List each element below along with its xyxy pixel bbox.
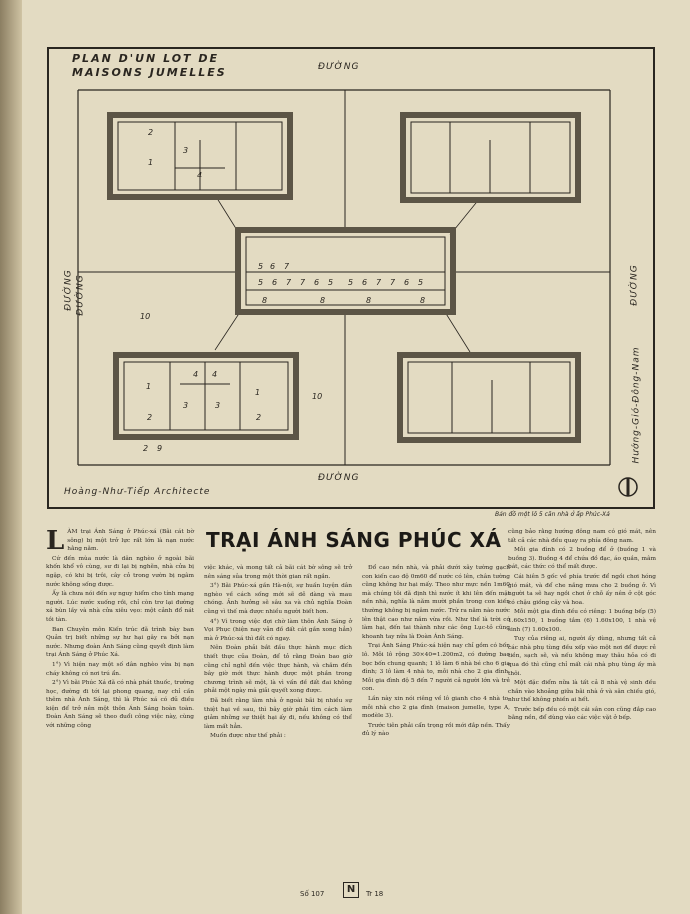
article-headline: TRẠI ÁNH SÁNG PHÚC XÁ [206,528,502,552]
room-number: 5 [258,262,264,271]
drop-cap: L [46,526,65,556]
house-bottom-right [400,355,578,440]
wind-direction-label: Hướng-Gió-Đông-Nam [631,346,642,464]
plan-title: PLAN D'UN LOT DE MAISONS JUMELLES [72,52,227,79]
room-number: 2 [148,128,154,137]
paragraph: cũng bảo rằng hướng đông nam có gió mát, nên tất cả các nhà đều quay ra phía đông nam. [508,529,656,544]
paragraph: Ban Chuyên môn Kiến trúc đã trình bày ban Quản trị biết những sự hư hại gây ra bởi nạn nước. Nhưng đoàn Ánh Sáng cũng quyết định làm trại Ánh Sáng ở Phúc Xá. [46,626,194,659]
room-number: 3 [183,401,189,410]
road-label-left-2: ĐƯỜNG [75,274,86,316]
room-number: 4 [193,370,199,379]
yard-number: 10 [140,312,151,321]
house-top-left [110,115,290,197]
paragraph: 2°) Vì bãi Phúc Xá đã có nhà phát thuốc, trường học, đường đi tới lại phong quang, nay chỉ cần thêm nhà Ánh Sáng, thì là Phúc xá có đủ điều kiện để trở nên một thôn Ánh Sáng hoàn toàn. Đoàn Ánh Sáng sẽ theo đuổi công việc này, cùng với những công [46,680,194,730]
paragraph: Mỗi một gia đình đều có riêng: 1 buồng bếp (5) 1.60x150, 1 buồng tắm (6) 1.60x100, 1 nhà vệ sinh (7) 1.60x100. [508,609,656,633]
room-number: 6 [404,278,410,287]
room-number: 4 [212,370,218,379]
article-column-4 [508,528,656,724]
room-number: 8 [320,296,326,305]
room-number: 6 [314,278,320,287]
magazine-logo: N [343,882,359,898]
issue-number: Số 107 [300,890,325,898]
room-number: 3 [183,146,189,155]
paragraph: Một đặc điểm nữa là tất cả 8 nhà vệ sinh đều chắn vào khoảng giữa bãi nhà ở và sân chiếu gió, như thế không phiền ai hết. [508,680,656,704]
paragraph: Cái hiên 5 gốc về phía trước để ngồi chơi hóng gió mát, và để che nắng mưa cho 2 buồng ở. Vì người ta sẽ hay ngồi chơi ở chỗ ấy nên ở cột góc có chậu giồng cây và hoa. [508,573,656,606]
article-column-2 [204,564,352,742]
room-number: 5 [418,278,424,287]
paragraph: 3°) Bãi Phúc-xá gần Hà-nội, sự huấn luyện dân nghèo về cách sống mới sẽ dễ dàng và mau chóng. Ảnh hưởng sẽ sâu xa và chủ nghĩa Đoàn cũng vì thế mà được nhiều người biết hơn. [204,583,352,615]
paragraph: Muốn được như thế phải : [210,733,286,740]
house-bottom-left [116,355,296,437]
paragraph: Trước tiên phải cẩn trọng rồi mới đắp nền. Thấy đủ lý nào [362,722,510,738]
paragraph: việc khác, và mong tất cả bãi cát bờ sông sẽ trở nên sáng sủa trong một thời gian rất ngắn. [204,565,352,580]
room-number: 8 [420,296,426,305]
room-number: 1 [148,158,154,167]
road-label-top: ĐƯỜNG [318,62,360,72]
room-number: 5 [348,278,354,287]
plan-caption: Bản đồ một lô 5 căn nhà ở ấp Phúc-Xá [495,511,610,518]
page-number: Tr 18 [366,890,384,898]
room-number: 7 [376,278,382,287]
yard-number: 10 [312,392,323,401]
paragraph: Ấy là chưa nói đến sự nguy hiểm cho tính mạng người. Lúc nước xuống rồi, chỉ còn trơ lại đường xá bùn lầy và nhà cửa xiêu vẹo: một cảnh đổ nát tồi tàn. [46,591,194,623]
room-number: 2 [143,444,149,453]
paragraph: Cứ đến mùa nước là dân nghèo ở ngoài bãi khốn khổ vô cùng, sư đi lại bị nghẽn, nhà cửa bị ngập, có khi bị trôi, cây cỏ trong vườn bị ngâm nước không sống được. [46,555,194,588]
paragraph: Mỗi gia đình có 2 buồng để ở (buồng 1 và buồng 3). Buồng 4 để chứa đồ đạc, áo quần, mâm bát, các thức có thể mất được. [508,547,656,571]
paragraph: Trại Ánh Sáng Phúc-xá hiện nay chỉ gồm có bốn lô. Mỗi lô rộng 30×40=1.200m2, có đường bao bọc bốn chung quanh; 1 lô làm 6 nhà bé cho 6 gia đình; 3 lô làm 4 nhà to, mỗi nhà cho 2 gia đình. Mỗi gia đình độ 5 đến 7 người cả người lớn và trẻ con. [362,643,510,693]
article [46,528,656,888]
room-number: 1 [255,388,261,397]
room-number: 7 [284,262,290,271]
room-number: 7 [300,278,306,287]
room-number: 7 [390,278,396,287]
room-number: 4 [197,171,203,180]
room-number: 3 [215,401,221,410]
paragraph: Tuy của riêng ai, người ấy dùng, nhưng tất cả các nhà phụ tùng đều xếp vào một nơi để được rẻ tiền, sạch sẽ, và nếu không may thâu hỏa có đi qua đó thì cũng chỉ mất cái nhà phụ tùng ấy mà thôi. [508,636,656,677]
paragraph: ÀM trại Ánh Sáng ở Phúc-xá (Bãi cát bờ sông) bị một trở lực rất lớn là nạn nước hằng năm. [67,529,194,553]
paragraph: Lần này xin nói riêng về lô gianh cho 4 nhà to, mỗi nhà cho 2 gia đình (maison jumelle, type A, modèle 3). [362,695,510,720]
road-label-right: ĐƯỜNG [629,264,640,306]
room-number: 8 [366,296,372,305]
room-number: 6 [272,278,278,287]
house-top-right [403,115,578,200]
architect-signature: Hoàng-Như-Tiếp Architecte [64,487,211,497]
room-number: 8 [262,296,268,305]
room-number: 5 [258,278,264,287]
paragraph: 1°) Vì hiện nay một số dân nghèo vừa bị nạn cháy không có nơi trú ẩn. [46,661,194,677]
paragraph: 4°) Vì trong việc đợi chờ làm thôn Ánh Sáng ở Vọi Phục (hiện nay vẫn đồ đất cát gần xong hẳn) mà ở Phúc-xá thì đất có ngay. [204,618,352,642]
room-number: 2 [256,413,262,422]
paragraph: Nên Đoàn phải bắt đầu thực hành mục đích thiết thực của Đoàn, để tỏ rằng Đoàn bao giờ cũng chỉ nghĩ đến việc thực hành, và chăm đến bây giờ mới thực hành được một phần trong chương trình sẽ một, là vì vấn đề đất đai không phải một ngày mà giải quyết xong được. [204,645,352,695]
room-number: 5 [328,278,334,287]
article-column-1 [46,528,194,732]
room-number: 6 [362,278,368,287]
room-number: 7 [286,278,292,287]
road-label-left: ĐƯỜNG [63,269,74,311]
room-number: 6 [270,262,276,271]
paragraph: Đổ cao nền nhà, và phải dưới xây tường gạch con kiến cao độ 0m60 để nước có lên, chân tường cũng không hư hại mấy. Theo như mực nền 1m60 mà chúng tôi đã định thì nước ít khi lên đến mặt nền nhà, nghĩa là năm mười phần trong con kiến thường không bị ngâm nước. Trừ ra năm nào nước lên thật cao như năm vừa rồi. Như thế là trời có làm hại, đến tai thành như các ông Lục-tỏ cũng khoanh tay nữa là Đoàn Ánh Sáng. [362,565,510,640]
room-number: 9 [157,444,163,453]
paragraph: Đã biết rằng làm nhà ở ngoài bãi bị nhiều sự thiệt hại về sau, thì bây giờ phải tìm cách làm giảm những sự thiệt hại ấy đi, nếu không có thể làm mất hẳn. [204,697,352,730]
road-label-bottom: ĐƯỜNG [318,473,360,483]
paragraph: Trước bếp đều có một cái sân con cũng đắp cao bằng nền, để dùng vào các việc vặt ở bếp. [508,706,656,722]
room-number: 2 [147,413,153,422]
room-number: 1 [146,382,152,391]
article-column-3 [362,564,510,740]
